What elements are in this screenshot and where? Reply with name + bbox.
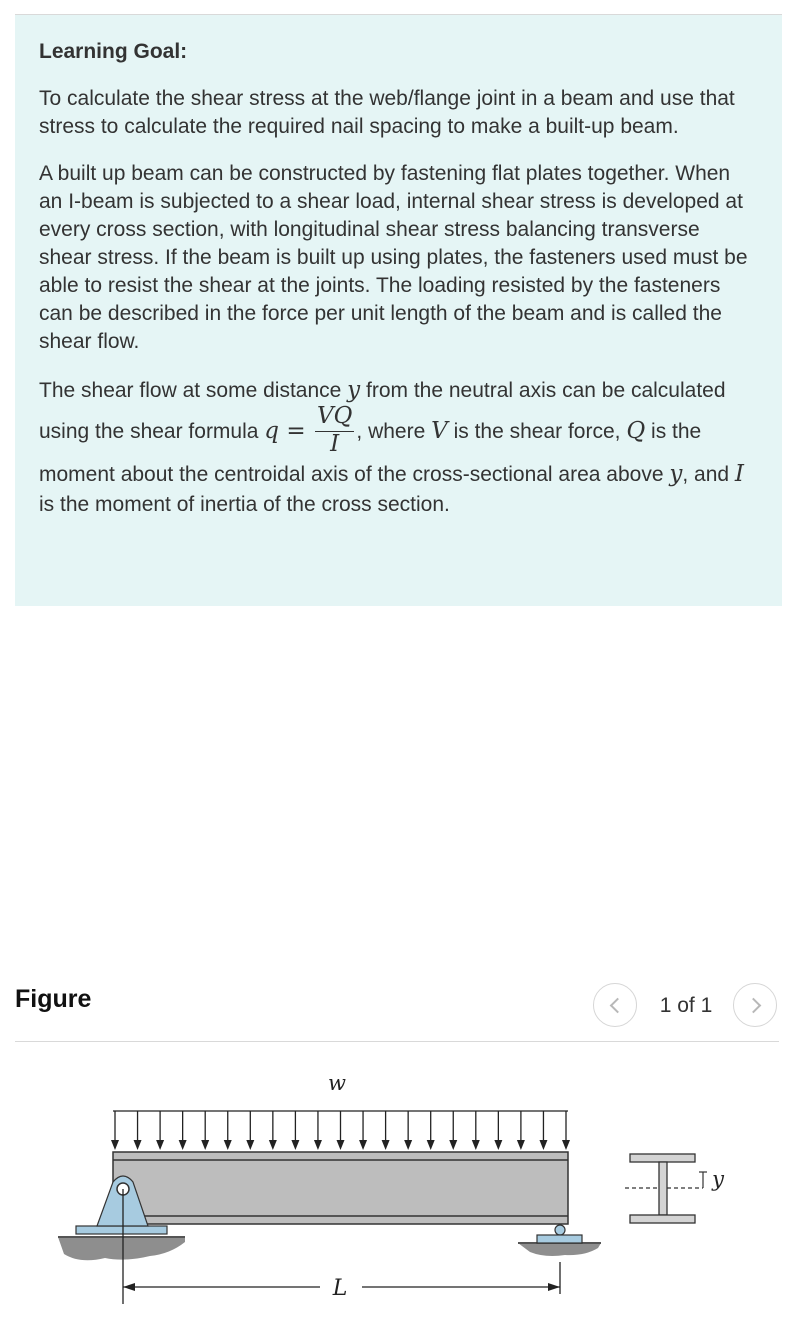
formula-text-7: is the moment of inertia of the cross section. bbox=[39, 493, 450, 516]
load-arrow-head bbox=[494, 1140, 502, 1150]
var-Q: Q bbox=[626, 418, 646, 445]
var-V: V bbox=[431, 418, 448, 445]
y-dimension bbox=[699, 1172, 707, 1188]
load-arrow-head bbox=[156, 1140, 164, 1150]
figure-page-count: 1 of 1 bbox=[659, 994, 713, 1017]
previous-figure-button[interactable] bbox=[593, 983, 637, 1027]
roller-support bbox=[537, 1225, 582, 1294]
load-arrow-head bbox=[404, 1140, 412, 1150]
load-arrow-head bbox=[224, 1140, 232, 1150]
formula-text-4: is the shear force, bbox=[447, 420, 627, 444]
formula-text-6: , and bbox=[682, 463, 735, 486]
load-arrow-head bbox=[314, 1140, 322, 1150]
goal-paragraph: To calculate the shear stress at the web/flange joint in a beam and use that stress to calculate the required nail spacing to make a built-up beam. bbox=[39, 87, 735, 138]
load-arrow-head bbox=[134, 1140, 142, 1150]
next-figure-button[interactable] bbox=[733, 983, 777, 1027]
left-ground bbox=[58, 1237, 185, 1260]
formula-text-5: is the moment about the centroidal axis of the cross-sectional area above bbox=[39, 420, 702, 486]
formula-text-2: from the neutral axis can be calculated using the shear formula bbox=[39, 379, 726, 444]
load-arrow-head bbox=[562, 1140, 570, 1150]
intro-paragraph: A built up beam can be constructed by fastening flat plates together. When an I-beam is subjected to a shear load, internal shear stress is developed at every cross section, with longitudinal shear stress balancing transverse shear stress. If the beam is built up using plates, the fasteners used must be able to resist the shear at the joints. The loading resisted by the fasteners can be described in the force per unit length of the beam and is called the shear flow. bbox=[39, 162, 748, 353]
shear-formula-fraction bbox=[315, 403, 354, 456]
load-arrow-head bbox=[427, 1140, 435, 1150]
distributed-load bbox=[111, 1111, 570, 1150]
var-q: q bbox=[264, 418, 280, 445]
beam bbox=[113, 1152, 568, 1224]
load-arrow-head bbox=[179, 1140, 187, 1150]
figure-heading: Figure bbox=[15, 985, 92, 1013]
load-arrow-head bbox=[449, 1140, 457, 1150]
chevron-left-icon bbox=[609, 997, 625, 1013]
load-arrow-head bbox=[517, 1140, 525, 1150]
equals-sign: = bbox=[279, 418, 313, 445]
load-arrow-head bbox=[269, 1140, 277, 1150]
fraction-denominator: I bbox=[330, 431, 340, 457]
formula-text-1: The shear flow at some distance bbox=[39, 379, 348, 402]
load-label-w: w bbox=[328, 1071, 346, 1095]
load-arrow-head bbox=[359, 1140, 367, 1150]
load-arrow-head bbox=[201, 1140, 209, 1150]
section-label-y: y bbox=[712, 1167, 724, 1191]
chevron-right-icon bbox=[745, 997, 761, 1013]
var-y: y bbox=[347, 377, 361, 403]
load-arrow-head bbox=[291, 1140, 299, 1150]
beam-figure bbox=[0, 1042, 794, 1322]
var-I: I bbox=[734, 461, 744, 487]
load-arrow-head bbox=[472, 1140, 480, 1150]
right-ground bbox=[518, 1243, 601, 1256]
fraction-numerator: VQ bbox=[315, 403, 354, 432]
length-label-L: L bbox=[332, 1276, 348, 1301]
load-arrow-head bbox=[539, 1140, 547, 1150]
formula-text-3: , where bbox=[356, 420, 432, 444]
var-y-2: y bbox=[669, 461, 683, 487]
learning-goal-panel bbox=[15, 15, 782, 606]
load-arrow-head bbox=[246, 1140, 254, 1150]
formula-paragraph bbox=[39, 375, 752, 520]
load-arrow-head bbox=[382, 1140, 390, 1150]
load-arrow-head bbox=[337, 1140, 345, 1150]
learning-goal-title: Learning Goal: bbox=[39, 40, 188, 63]
load-arrow-head bbox=[111, 1140, 119, 1150]
